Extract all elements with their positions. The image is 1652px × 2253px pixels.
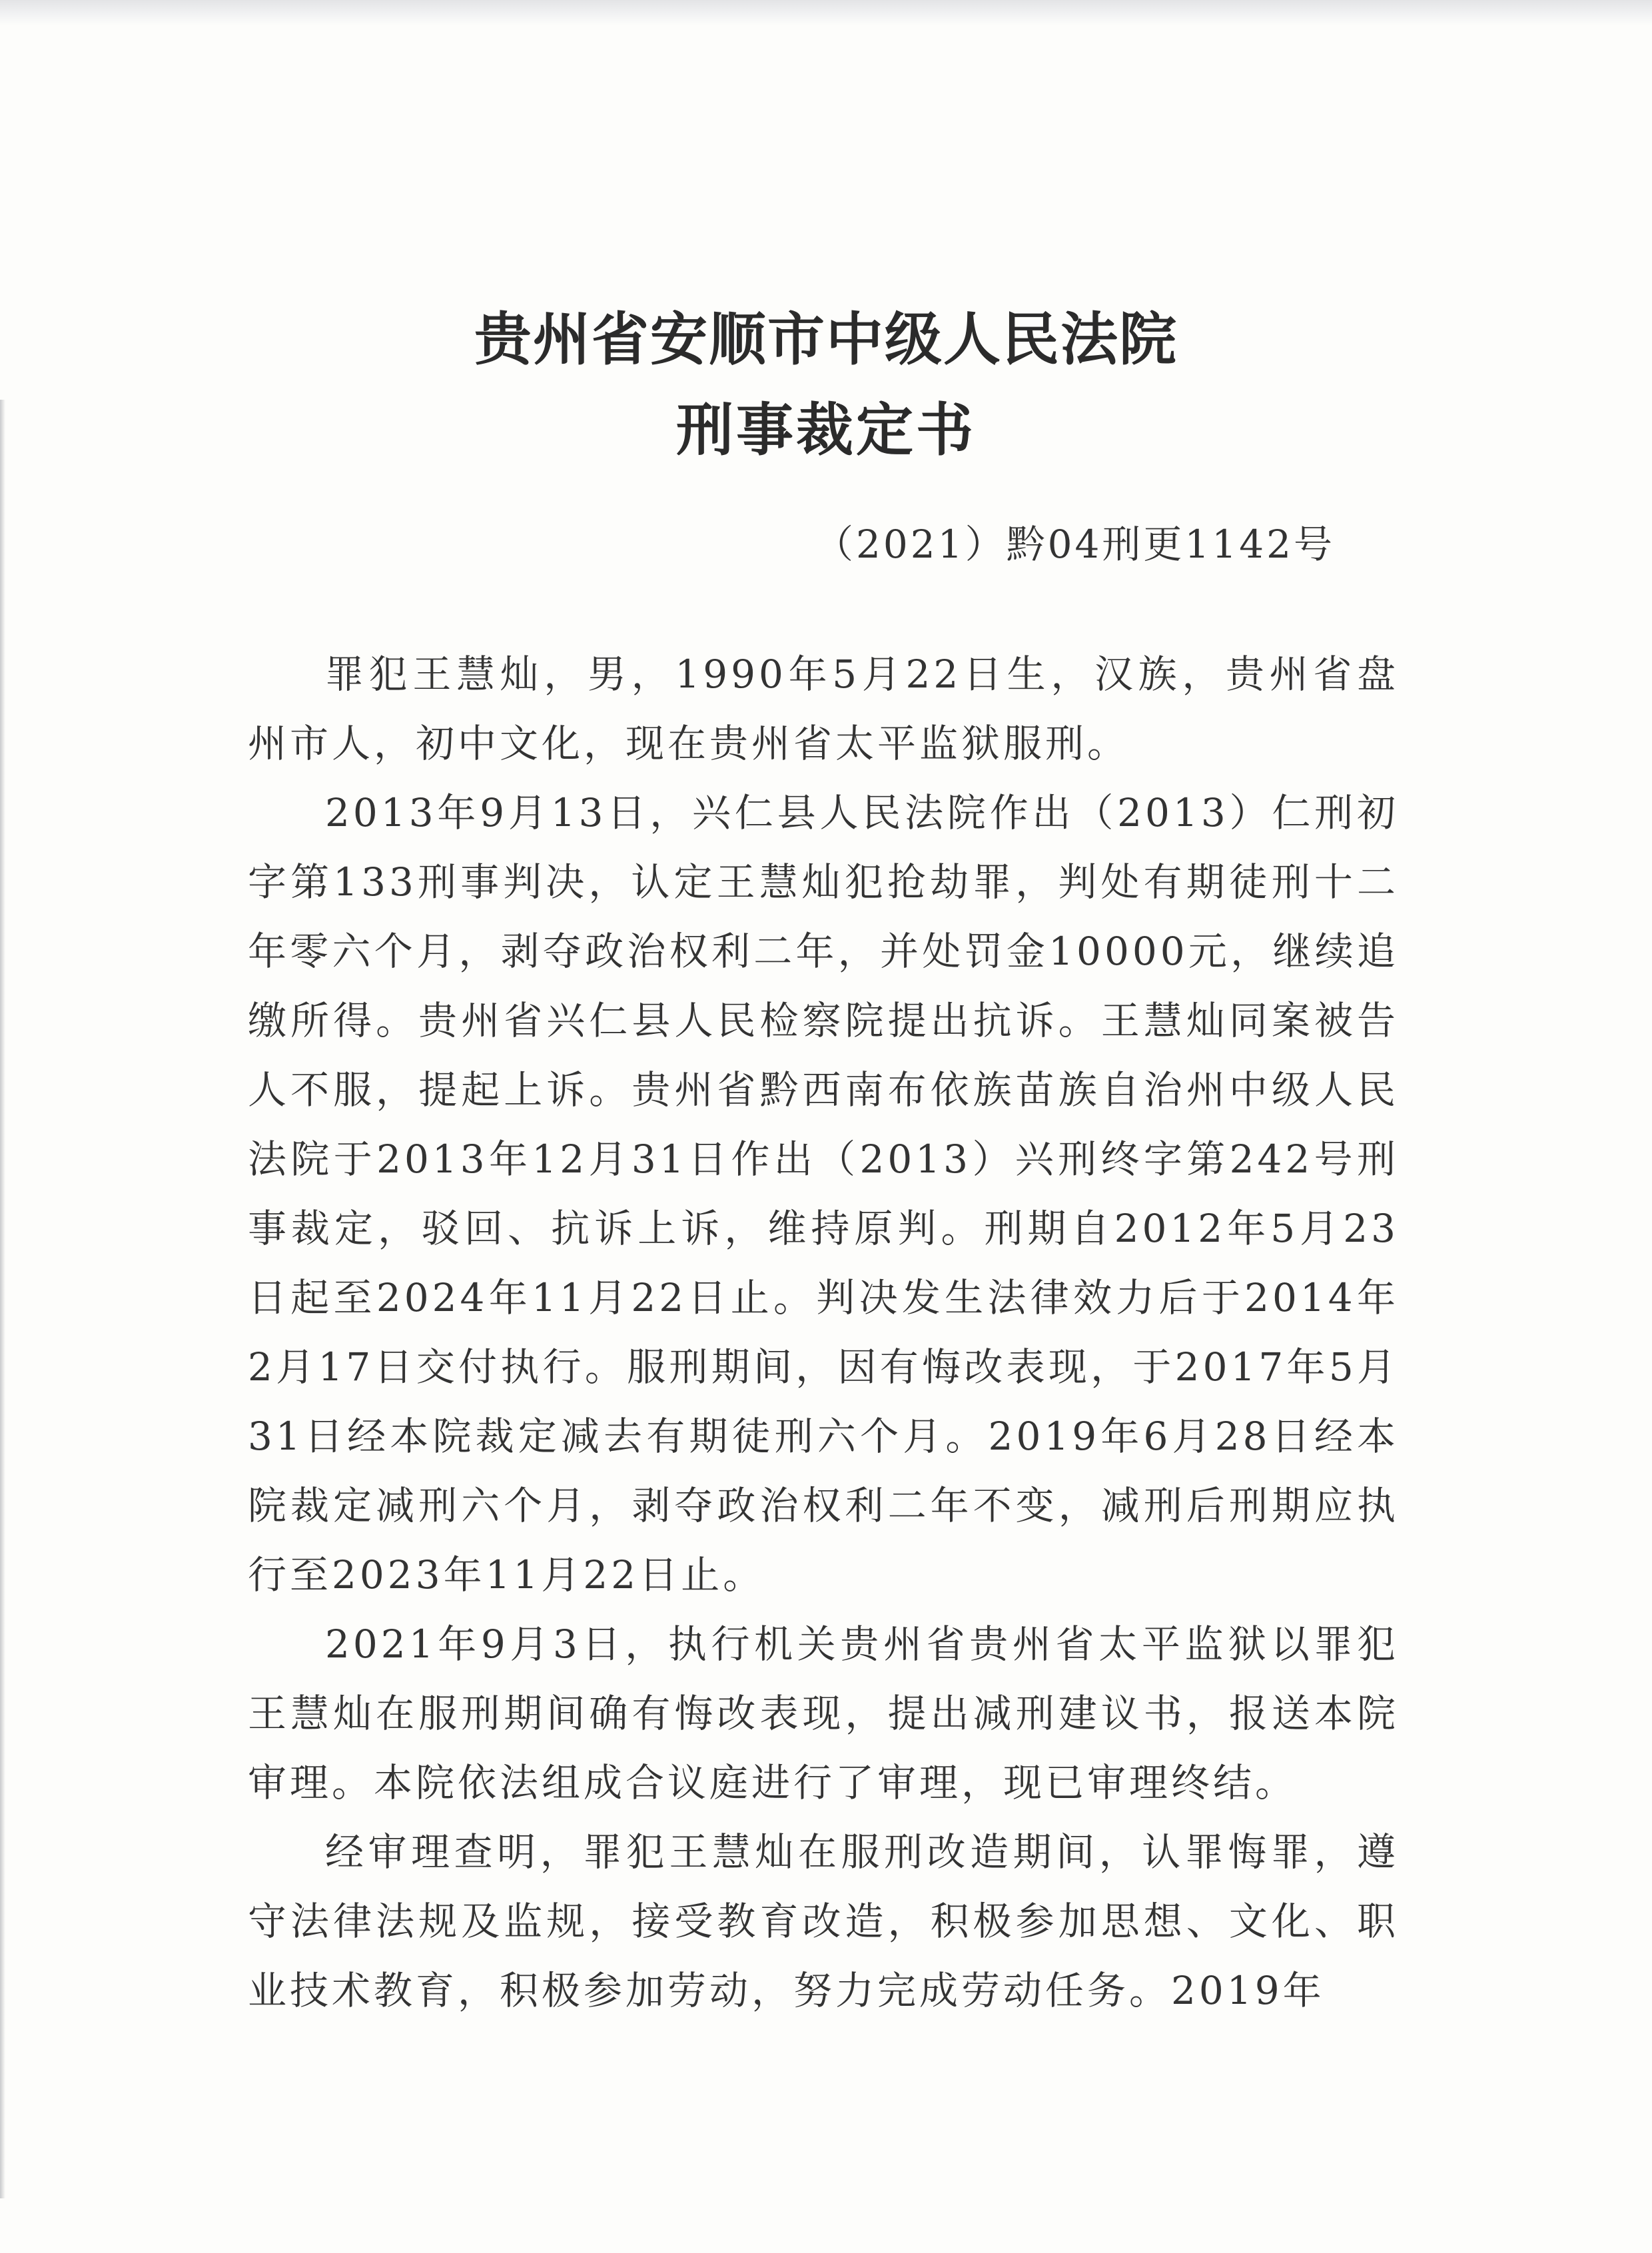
scan-edge-left [0, 400, 5, 2198]
document-title: 刑事裁定书 [676, 396, 976, 464]
scan-edge-top [0, 0, 1652, 25]
paragraph-case-history: 2013年9月13日，兴仁县人民法院作出（2013）仁刑初字第133刑事判决，认定王慧灿犯抢劫罪，判处有期徒刑十二年零六个月，剥夺政治权利二年，并处罚金10000元，继续追缴所得。贵州省兴仁县人民检察院提出抗诉。王慧灿同案被告人不服，提起上诉。贵州省黔西南布依族苗族自治州中级人民法院于2013年12月31日作出（2013）兴刑终字第242号刑事裁定，驳回、抗诉上诉，维持原判。刑期自2012年5月23日起至2024年11月22日止。判决发生法律效力后于2014年2月17日交付执行。服刑期间，因有悔改表现，于2017年5月31日经本院裁定减去有期徒刑六个月。2019年6月28日经本院裁定减刑六个月，剥夺政治权利二年不变，减刑后刑期应执行至2023年11月22日止。 [248, 790, 1399, 1597]
paragraph-findings: 经审理查明，罪犯王慧灿在服刑改造期间，认罪悔罪，遵守法律法规及监规，接受教育改造，积极参加思想、文化、职业技术教育，积极参加劳动，努力完成劳动任务。2019年 [248, 1829, 1399, 2013]
paragraph-defendant-info: 罪犯王慧灿，男，1990年5月22日生，汉族，贵州省盘州市人，初中文化，现在贵州省太平监狱服刑。 [248, 652, 1399, 766]
case-number: （2021）黔04刑更1142号 [814, 522, 1335, 567]
court-name-heading: 贵州省安顺市中级人民法院 [474, 306, 1178, 373]
document-body [248, 640, 1399, 2025]
paragraph-commutation-proposal: 2021年9月3日，执行机关贵州省贵州省太平监狱以罪犯王慧灿在服刑期间确有悔改表现，提出减刑建议书，报送本院审理。本院依法组成合议庭进行了审理，现已审理终结。 [248, 1621, 1399, 1805]
